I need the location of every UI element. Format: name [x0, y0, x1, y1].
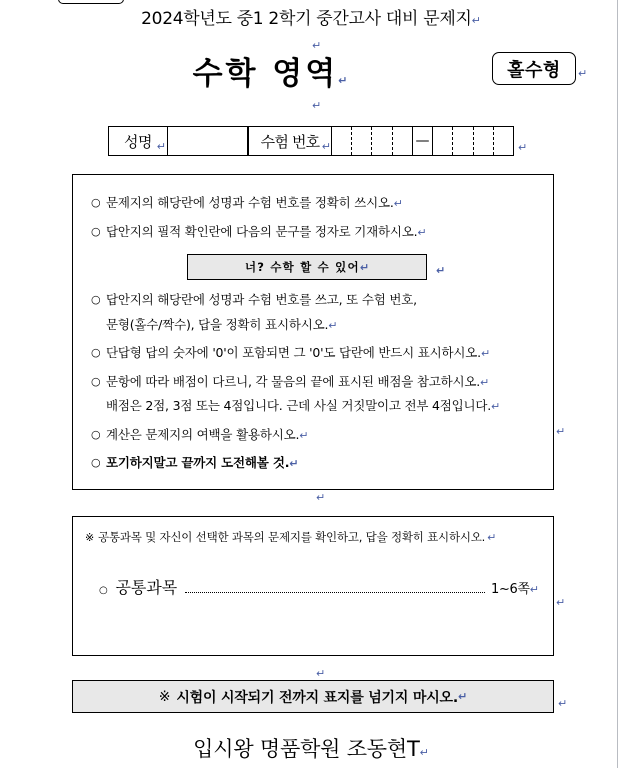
exam-number-label — [249, 127, 332, 155]
pilcrow-mark: ↵ — [359, 260, 370, 274]
exam-number-cell[interactable] — [494, 127, 513, 155]
pilcrow-mark: ↵ — [312, 99, 322, 112]
pilcrow-mark: ↵ — [480, 347, 491, 360]
name-field-label — [109, 127, 168, 155]
subject-row — [99, 575, 539, 598]
exam-number-label-text: 수험 번호 — [260, 132, 320, 151]
subject-list-note-text: 공통과목 및 자신이 선택한 과목의 문제지를 확인하고, 답을 정확히 표시하시오. — [98, 530, 486, 544]
notice-box — [72, 680, 554, 713]
subject-page-range: 1~6쪽 — [490, 582, 530, 597]
page-margin-guide-right — [617, 0, 618, 768]
pilcrow-mark: ↵ — [491, 400, 501, 413]
circle-bullet-icon: ○ — [91, 374, 101, 388]
pilcrow-mark: ↵ — [436, 264, 447, 277]
instruction-text: 계산은 문제지의 여백을 활용하시오.↵ — [106, 426, 309, 442]
instruction-item — [91, 223, 543, 239]
exam-number-box — [248, 126, 514, 156]
identity-row — [0, 126, 622, 157]
exam-number-cell[interactable] — [453, 127, 473, 155]
page-title — [0, 4, 622, 29]
pilcrow-mark: ↵ — [419, 746, 429, 759]
instruction-text — [106, 373, 543, 413]
pilcrow-mark: ↵ — [316, 667, 326, 680]
circle-bullet-icon: ○ — [91, 427, 101, 441]
pilcrow-mark: ↵ — [518, 141, 528, 154]
instruction-text — [106, 294, 543, 331]
circle-bullet-icon: ○ — [91, 196, 101, 209]
circle-bullet-icon: ○ — [99, 585, 108, 596]
pilcrow-mark: ↵ — [457, 690, 468, 703]
instruction-line: 문항에 따라 배점이 다르니, 각 물음의 끝에 표시된 배점을 참고하시오.↵ — [106, 373, 490, 389]
instruction-line: 문형(홀수/짝수), 답을 정확히 표시하시오.↵ — [106, 316, 338, 332]
pilcrow-mark: ↵ — [393, 197, 403, 210]
exam-number-cell[interactable] — [352, 127, 372, 155]
instructions-box — [72, 174, 554, 490]
pilcrow-mark: ↵ — [156, 140, 166, 153]
circle-bullet-icon: ○ — [91, 293, 101, 306]
instruction-text: 문제지의 해당란에 성명과 수험 번호를 정확히 쓰시오.↵ — [106, 195, 403, 210]
instruction-item — [91, 457, 543, 470]
handwriting-phrase-box — [187, 254, 447, 280]
pilcrow-mark: ↵ — [312, 39, 322, 52]
pilcrow-mark: ↵ — [289, 457, 299, 470]
instruction-line: 배점은 2점, 3점 또는 4점입니다. 근데 사실 거짓말이고 전부 4점입니다.↵ — [106, 398, 501, 413]
pilcrow-mark: ↵ — [529, 583, 539, 596]
exam-number-cells — [332, 127, 513, 155]
subject-title-text: 수학 영역 — [192, 56, 339, 92]
pilcrow-mark: ↵ — [471, 14, 481, 27]
footer-credit-text: 입시왕 명품학원 조동현T — [193, 737, 420, 761]
circle-bullet-icon: ○ — [91, 456, 101, 469]
reference-mark-icon: ※ — [85, 531, 95, 544]
pilcrow-mark: ↵ — [556, 596, 566, 609]
circle-bullet-icon: ○ — [91, 224, 101, 238]
circle-bullet-icon: ○ — [91, 346, 101, 359]
instruction-text: 단답형 답의 숫자에 '0'이 포함되면 그 '0'도 답란에 반드시 표시하시오.↵ — [106, 345, 491, 360]
instruction-item — [91, 426, 543, 442]
pilcrow-mark: ↵ — [578, 67, 588, 80]
name-field-box — [108, 126, 248, 156]
instruction-text: 답안지의 필적 확인란에 다음의 문구를 정자로 기재하시오.↵ — [106, 223, 427, 239]
exam-number-separator: — — [413, 127, 433, 155]
handwriting-phrase-text: 너? 수학 할 수 있어 — [244, 260, 360, 274]
exam-number-cell[interactable] — [332, 127, 352, 155]
name-label-text: 성명 — [124, 132, 152, 151]
subject-list-note — [85, 529, 496, 545]
exam-number-cell[interactable] — [433, 127, 453, 155]
name-input[interactable] — [168, 127, 247, 155]
instruction-item — [91, 373, 543, 413]
footer-credit — [0, 733, 622, 763]
subject-name: 공통과목 — [115, 578, 178, 597]
form-type-badge — [492, 52, 576, 85]
exam-number-cell[interactable] — [372, 127, 392, 155]
subject-title — [0, 48, 540, 93]
pilcrow-mark: ↵ — [558, 697, 568, 710]
form-type-badge-label: 홀수형 — [507, 59, 561, 81]
pilcrow-mark: ↵ — [316, 491, 326, 504]
pilcrow-mark: ↵ — [556, 425, 566, 438]
instruction-item — [91, 347, 543, 360]
instruction-item — [91, 294, 543, 331]
subject-list-box — [72, 516, 554, 656]
instruction-text: 포기하지말고 끝까지 도전해볼 것.↵ — [106, 455, 299, 470]
pilcrow-mark: ↵ — [487, 531, 497, 544]
instruction-item — [91, 197, 543, 210]
pilcrow-mark: ↵ — [321, 140, 331, 153]
pilcrow-mark: ↵ — [328, 318, 338, 332]
pilcrow-mark: ↵ — [299, 428, 309, 442]
exam-number-cell[interactable] — [474, 127, 494, 155]
page-title-text: 2024학년도 중1 2학기 중간고사 대비 문제지 — [141, 9, 472, 29]
exam-number-cell[interactable] — [393, 127, 413, 155]
pilcrow-mark: ↵ — [338, 74, 348, 87]
pilcrow-mark: ↵ — [480, 375, 490, 389]
dotted-leader — [185, 591, 485, 593]
instruction-line: 답안지의 해당란에 성명과 수험 번호를 쓰고, 또 수험 번호, — [106, 292, 417, 307]
reference-mark-icon: ※ — [158, 688, 171, 705]
notice-text: 시험이 시작되기 전까지 표지를 넘기지 마시오. — [176, 689, 458, 706]
instructions-list — [91, 197, 543, 486]
pilcrow-mark: ↵ — [417, 225, 427, 239]
